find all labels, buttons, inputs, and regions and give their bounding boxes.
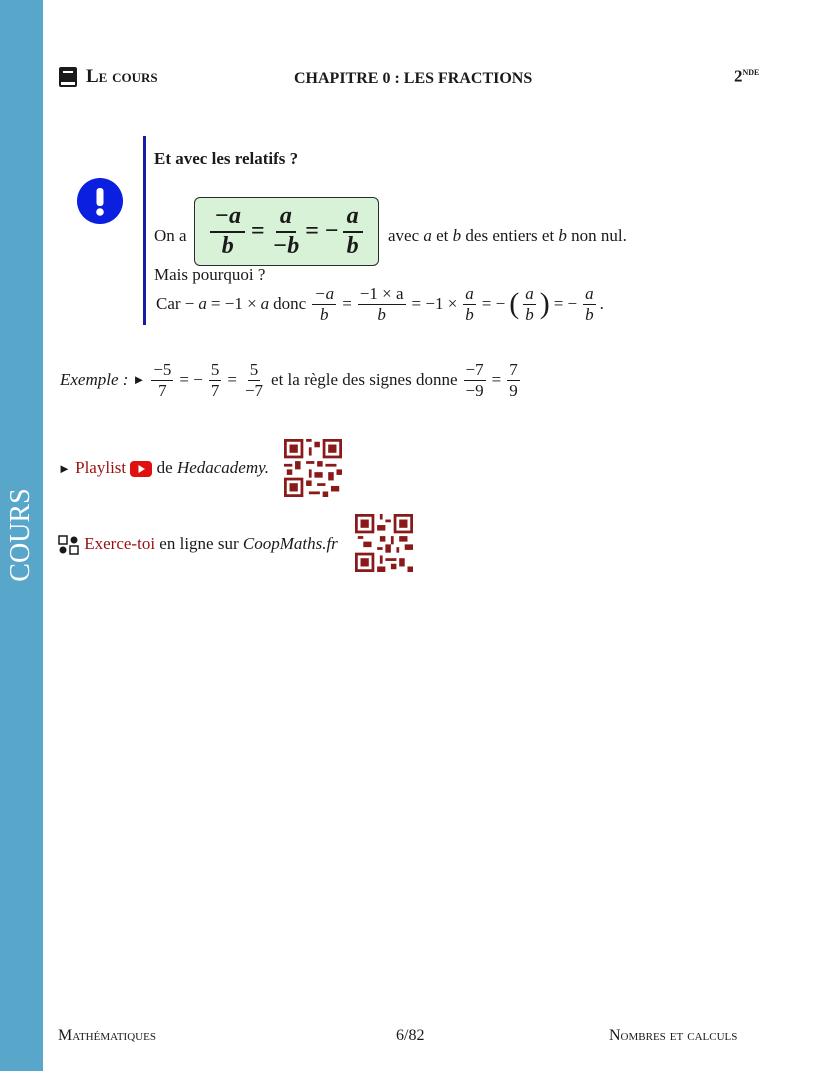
ex-eq1: = − bbox=[179, 370, 203, 390]
car-f4-num: a bbox=[525, 284, 534, 303]
footer-subject: Mathématiques bbox=[58, 1027, 156, 1044]
car-a1: a bbox=[198, 294, 207, 314]
car-f4-den: b bbox=[525, 304, 534, 324]
note-title: Et avec les relatifs ? bbox=[154, 149, 299, 168]
car-fraction-1 bbox=[310, 284, 338, 324]
open-paren: ( bbox=[509, 287, 520, 321]
ex-eq3: = bbox=[491, 370, 502, 390]
cond-var-a: a bbox=[423, 226, 432, 245]
note-bar bbox=[143, 136, 146, 325]
box-fraction-3 bbox=[343, 203, 363, 260]
example-arrow-icon: ► bbox=[132, 372, 146, 388]
box-f3-num: a bbox=[343, 203, 363, 233]
level-sup: nde bbox=[742, 66, 760, 78]
ex-f3-den: −7 bbox=[244, 380, 264, 400]
car-f5-den: b bbox=[585, 304, 594, 324]
box-fraction-2 bbox=[271, 203, 302, 260]
ex-fraction-1 bbox=[149, 360, 175, 400]
car-fraction-4 bbox=[521, 284, 538, 324]
exercise-text: en ligne sur bbox=[159, 534, 239, 553]
playlist-link[interactable]: Playlist bbox=[75, 458, 127, 477]
car-f1-den: b bbox=[319, 304, 329, 324]
header-left-title: Le cours bbox=[86, 66, 158, 87]
ex-f2-den: 7 bbox=[210, 380, 220, 400]
ex-f1-den: 7 bbox=[158, 380, 167, 400]
playlist-qr-code-icon[interactable] bbox=[284, 439, 342, 497]
playlist-line bbox=[58, 458, 269, 478]
chapter-title: CHAPITRE 0 : LES FRACTIONS bbox=[294, 70, 533, 87]
ex-f2-num: 5 bbox=[210, 360, 220, 379]
car-f2-den: b bbox=[377, 304, 386, 324]
box-eq1: = bbox=[250, 218, 265, 244]
cond-var-b: b bbox=[452, 226, 462, 245]
exercise-site: CoopMaths.fr bbox=[242, 534, 338, 553]
example-label: Exemple : bbox=[60, 370, 129, 390]
car-fraction-5 bbox=[581, 284, 598, 324]
car-fraction-2 bbox=[356, 284, 408, 324]
car-eq2: = −1 × bbox=[411, 294, 458, 314]
ex-f4-num: −7 bbox=[465, 360, 484, 379]
car-f3-num: a bbox=[465, 284, 474, 303]
ex-f1-num: −5 bbox=[153, 360, 172, 379]
car-a2: a bbox=[260, 294, 270, 314]
footer-page-number: 6/82 bbox=[396, 1027, 425, 1044]
ex-fraction-5 bbox=[505, 360, 522, 400]
car-f3-den: b bbox=[465, 304, 474, 324]
book-icon bbox=[58, 66, 78, 88]
box-f1-num: −a bbox=[210, 203, 245, 233]
level-main: 2 bbox=[734, 66, 743, 86]
close-paren: ) bbox=[539, 287, 550, 321]
car-donc: donc bbox=[273, 294, 307, 314]
car-f2-num: −1 × a bbox=[359, 284, 404, 303]
box-f1-den: b bbox=[221, 232, 234, 259]
playlist-channel: Hedacademy. bbox=[176, 458, 269, 477]
ex-fraction-2 bbox=[207, 360, 224, 400]
ex-f5-den: 9 bbox=[509, 380, 518, 400]
car-derivation bbox=[154, 284, 606, 324]
box-f3-den: b bbox=[346, 232, 359, 259]
ex-f3-num: 5 bbox=[249, 360, 259, 379]
ex-middle-text: et la règle des signes donne bbox=[271, 370, 458, 390]
car-prefix: Car − bbox=[156, 294, 195, 314]
ex-fraction-3 bbox=[241, 360, 267, 400]
level-label bbox=[734, 66, 759, 87]
cond-text-4: non nul. bbox=[571, 226, 627, 245]
playlist-arrow-icon: ► bbox=[58, 461, 71, 476]
box-f2-num: a bbox=[276, 203, 296, 233]
formula-box bbox=[194, 197, 379, 266]
exercise-qr-code-icon[interactable] bbox=[355, 514, 413, 572]
box-f2-den: −b bbox=[272, 232, 300, 259]
car-end: . bbox=[599, 294, 604, 314]
car-f5-num: a bbox=[585, 284, 594, 303]
why-text: Mais pourquoi ? bbox=[154, 265, 266, 284]
box-condition bbox=[388, 226, 627, 246]
sidebar-label: COURS bbox=[5, 488, 36, 582]
exercise-link[interactable]: Exerce-toi bbox=[84, 534, 156, 553]
car-fraction-3 bbox=[461, 284, 478, 324]
car-eq4: = − bbox=[553, 294, 578, 314]
cond-text-1: avec bbox=[388, 226, 420, 245]
car-eq3: = − bbox=[481, 294, 506, 314]
ex-fraction-4 bbox=[462, 360, 488, 400]
footer-theme: Nombres et calculs bbox=[609, 1027, 738, 1044]
car-f1-num: −a bbox=[314, 284, 335, 303]
header-section bbox=[58, 66, 158, 88]
youtube-icon[interactable] bbox=[130, 461, 152, 477]
car-eq1: = bbox=[342, 294, 352, 314]
ex-eq2: = bbox=[227, 370, 237, 390]
ex-f5-num: 7 bbox=[509, 360, 518, 379]
example-line bbox=[58, 360, 524, 400]
on-a-text: On a bbox=[154, 226, 187, 245]
ex-f4-den: −9 bbox=[465, 380, 484, 400]
exercise-line bbox=[58, 534, 338, 555]
coopmaths-logo-icon bbox=[58, 535, 80, 555]
cond-text-3: des entiers et bbox=[465, 226, 555, 245]
box-fraction-1 bbox=[210, 203, 245, 260]
box-eq2: = − bbox=[305, 218, 339, 244]
sidebar-band bbox=[0, 0, 43, 1071]
cond-var-b2: b bbox=[558, 226, 567, 245]
cond-text-2: et bbox=[436, 226, 449, 245]
exclamation-icon bbox=[77, 178, 123, 224]
car-mid: = −1 × bbox=[210, 294, 257, 314]
playlist-de: de bbox=[156, 458, 173, 477]
